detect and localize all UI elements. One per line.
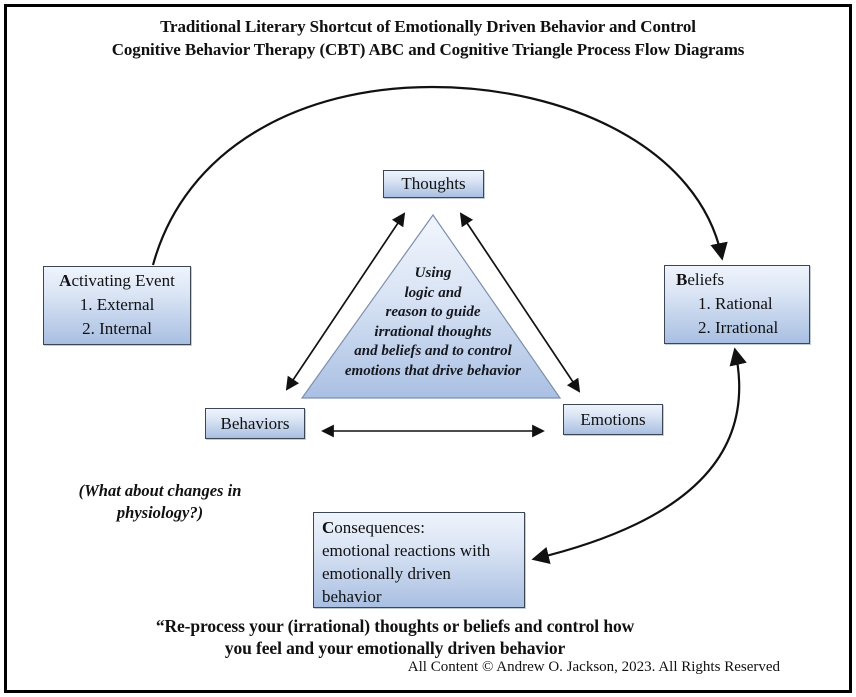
activating-event-title	[44, 269, 190, 293]
activating-event-initial: A	[59, 271, 72, 290]
reprocess-quote-line-1: “Re-process your (irrational) thoughts or beliefs and control how	[155, 616, 635, 636]
activating-event-box	[43, 266, 191, 345]
physiology-note-line-2: physiology?)	[116, 503, 204, 522]
triangle-caption-line-4: irrational thoughts	[374, 323, 492, 340]
copyright-notice: All Content © Andrew O. Jackson, 2023. All Rights Reserved	[407, 659, 780, 675]
activating-event-item-internal: 2. Internal	[82, 319, 152, 338]
behaviors-label: Behaviors	[220, 414, 290, 433]
title-line-2: Cognitive Behavior Therapy (CBT) ABC and Cognitive Triangle Process Flow Diagrams	[111, 40, 745, 59]
beliefs-box	[664, 265, 810, 344]
curved-double-arrow-beliefs-consequences	[534, 350, 739, 559]
beliefs-rest: eliefs	[687, 270, 725, 289]
reprocess-quote-line-2: you feel and your emotionally driven behavior	[224, 637, 566, 658]
title-line-1: Traditional Literary Shortcut of Emotionally Driven Behavior and Control	[160, 17, 696, 36]
thoughts-label: Thoughts	[401, 174, 466, 193]
triangle-caption-line-2: logic and	[404, 284, 462, 301]
triangle-caption-line-3: reason to guide	[385, 304, 481, 320]
physiology-note	[40, 480, 280, 524]
beliefs-title	[676, 268, 809, 292]
beliefs-item-irrational: 2. Irrational	[698, 318, 779, 337]
consequences-line-2: emotionally driven	[322, 564, 451, 583]
activating-event-item-external: 1. External	[79, 295, 155, 314]
consequences-line-1: emotional reactions with	[322, 541, 491, 560]
emotions-box	[563, 404, 663, 435]
activating-event-rest: ctivating Event	[71, 271, 175, 290]
reprocess-quote	[10, 616, 780, 659]
triangle-caption-line-6: emotions that drive behavior	[344, 362, 522, 379]
triangle-caption-line-1: Using	[414, 265, 452, 281]
behaviors-box	[205, 408, 305, 439]
consequences-rest: onsequences:	[334, 518, 425, 537]
beliefs-item-rational: 1. Rational	[698, 294, 773, 313]
physiology-note-line-1: (What about changes in	[78, 481, 242, 500]
emotions-label: Emotions	[580, 410, 646, 429]
consequences-initial: C	[322, 518, 335, 537]
beliefs-initial: B	[676, 270, 688, 289]
consequences-line-3: behavior	[322, 587, 382, 606]
triangle-caption-line-5: and beliefs and to control	[354, 343, 512, 359]
consequences-box	[313, 512, 525, 608]
consequences-title	[322, 516, 518, 539]
thoughts-box	[383, 170, 484, 198]
triangle-caption	[300, 264, 566, 381]
